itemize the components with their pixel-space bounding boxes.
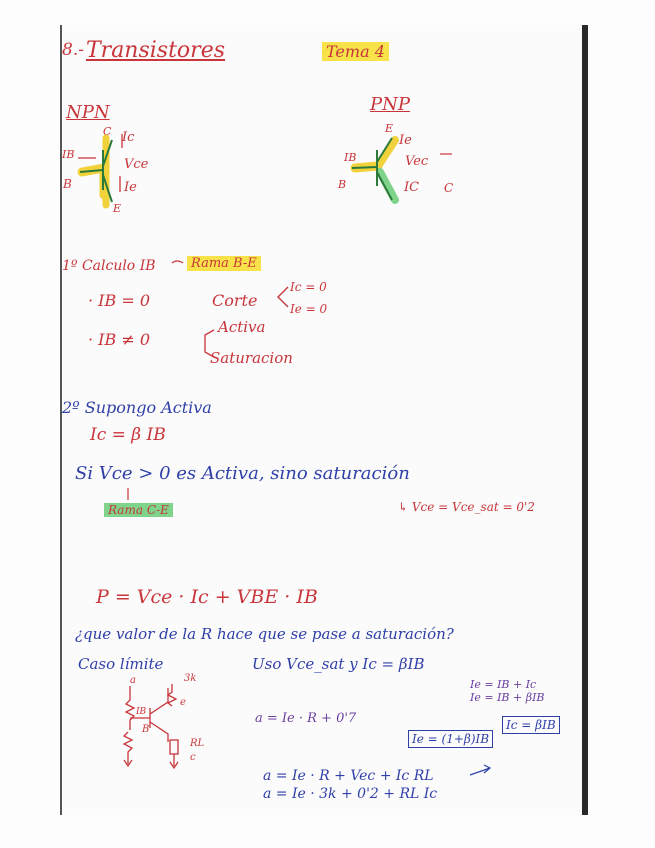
pnp-ie-label: Ie [399,133,412,148]
npn-vce-label: Vce [124,157,149,172]
pnp-symbol [352,138,452,200]
bias-circuit [124,684,178,768]
pnp-c-label: C [444,181,454,195]
eq-ie-mid: Ie = IB + βIB [470,691,545,704]
condition-text: Si Vce > 0 es Activa, sino saturación [75,463,410,484]
eq-ie-top: Ie = IB + Ic [470,678,537,691]
pnp-b-label: B [338,178,347,191]
circuit-ib-label: IB [136,707,147,717]
power-formula: P = Vce · Ic + VBE · IB [96,586,318,608]
eq-line1: a = Ie · R + Vec + Ic RL [263,768,434,784]
circuit-b-label: B [142,724,150,735]
ic-formula: Ic = β IB [90,425,166,445]
npn-label: NPN [66,102,110,123]
step2-heading: 2º Supongo Activa [62,398,212,417]
branch-ce: Rama C-E [104,503,173,517]
case-ib-zero: · IB = 0 [88,291,151,310]
npn-symbol [78,134,122,205]
step1-branch: Rama B-E [187,256,261,271]
npn-ie-label: Ie [124,180,137,195]
circuit-3k-label: 3k [184,673,197,684]
vce-sat-note: ↳ Vce = Vce_sat = 0'2 [398,500,535,514]
state-corte: Corte [212,291,258,310]
npn-c-label: C [103,125,112,138]
question-text: ¿que valor de la R hace que se pase a saturación? [75,625,454,643]
corte-ic: Ic = 0 [290,280,327,294]
npn-b-label: B [63,177,72,191]
section-number: 8.- [62,40,84,60]
state-activa: Activa [218,318,266,336]
circuit-c-label: c [190,752,196,763]
circuit-e-label: e [180,697,186,708]
npn-ic-label: Ic [122,130,135,145]
eq-line2: a = Ie · 3k + 0'2 + RL Ic [263,786,438,802]
corte-ie: Ie = 0 [290,302,328,316]
eq-a: a = Ie · R + 0'7 [255,711,357,726]
pnp-ic-label: IC [404,180,420,195]
pnp-label: PNP [370,94,410,115]
pnp-e-label: E [385,122,394,135]
circuit-rl-label: RL [190,738,205,749]
case-ib-nonzero: · IB ≠ 0 [88,330,151,349]
uses-text: Uso Vce_sat y Ic = βIB [252,655,425,673]
circuit-a-label: a [130,675,136,686]
pnp-vec-label: Vec [405,154,429,169]
state-saturacion: Saturacion [210,349,293,367]
page-title: Transistores [86,38,226,63]
eq-ic-box: Ic = βIB [502,716,560,734]
npn-e-label: E [113,202,122,215]
topic-tag: Tema 4 [322,42,389,61]
step1-heading: 1º Calculo IB [62,258,156,274]
eq-ie-box: Ie = (1+β)IB [408,730,493,748]
pnp-ib-label: IB [344,151,357,164]
npn-ib-label: IB [62,148,75,161]
limit-case-text: Caso límite [78,655,164,673]
